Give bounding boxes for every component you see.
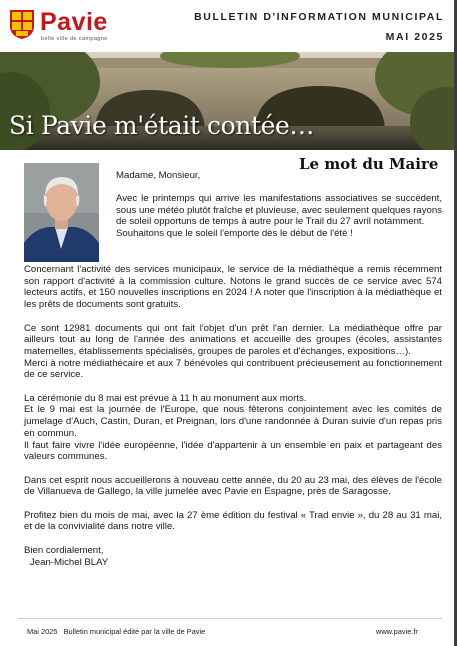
coat-of-arms-icon (9, 9, 35, 40)
body-paragraph: Concernant l'activité des services municipaux, le service de la médiathèque a remis récemment son rapport d'activité à la commission culture. Notons le grand succès de ce service avec 574 lecteurs actifs, et 150 nouvelles inscriptions en 2024 ! A noter que l'inscription à la médiathèque et les prêts de documents sont gratuits. (24, 264, 442, 311)
signature: Jean-Michel BLAY (30, 556, 109, 568)
intro-paragraph: Avec le printemps qui arrive les manifestations associatives se succèdent, sous une météo plutôt fraîche et pluvieuse, avec seulement quelques rayons de soleil opportuns de temps à autre pour le Trail du 27 avril notamment. (116, 193, 442, 228)
pavie-logo (9, 6, 117, 44)
logo-name: Pavie (40, 8, 108, 36)
body-paragraph: Ce sont 12981 documents qui ont fait l'objet d'un prêt l'an dernier. La médiathèque offre par ailleurs tout au long de l'année des animations et accueille des groupes (écoles, assistantes maternelles, établissements spécialisés, groupes de paroles et d'échanges, expositions…). (24, 322, 442, 357)
banner-photo (0, 52, 454, 150)
article-body (24, 264, 442, 568)
closing-line: Bien cordialement, (24, 544, 104, 556)
intro-paragraph: Souhaitons que le soleil l'emporte dès le début de l'été ! (116, 228, 353, 240)
mayor-portrait (24, 163, 99, 262)
body-paragraph: Dans cet esprit nous accueillerons à nouveau cette année, du 20 au 23 mai, des élèves de l'école de Villanueva de Gallego, la ville jumelée avec Pavie en Espagne, près de Saragosse. (24, 474, 442, 498)
footer-website-link[interactable]: www.pavie.fr (376, 627, 418, 636)
banner-caption: Si Pavie m'était contée… (9, 111, 315, 140)
body-paragraph: La cérémonie du 8 mai est prévue à 11 h au monument aux morts. (24, 392, 307, 404)
bulletin-title: BULLETIN D'INFORMATION MUNICIPAL (194, 11, 444, 23)
body-paragraph: Profitez bien du mois de mai, avec la 27 ème édition du festival « Trad envie », du 28 au 31 mai, et de la convivialité dans notre ville. (24, 509, 442, 533)
footer-divider (18, 618, 442, 619)
article-heading: Le mot du Maire (299, 155, 439, 173)
salutation: Madame, Monsieur, (116, 170, 201, 181)
intro-text (116, 193, 442, 240)
bulletin-date: MAI 2025 (385, 31, 444, 43)
body-paragraph: Et le 9 mai est la journée de l'Europe, que nous fêterons conjointement avec les comités de jumelage d'Auch, Castin, Duran, et Preignan, lors d'une randonnée à Duran suivie d'un repas pris en commun. (24, 404, 442, 439)
footer-info: Mai 2025 Bulletin municipal édité par la ville de Pavie (27, 627, 206, 636)
body-paragraph: Il faut faire vivre l'idée européenne, l'idée d'appartenir à un ensemble en paix et partageant des valeurs communes. (24, 439, 442, 463)
logo-tagline: belle ville de campagne (41, 36, 108, 42)
body-paragraph: Merci à notre médiathécaire et aux 7 bénévoles qui contribuent précieusement au fonctionnement de ce service. (24, 357, 442, 381)
page-header (0, 0, 454, 52)
